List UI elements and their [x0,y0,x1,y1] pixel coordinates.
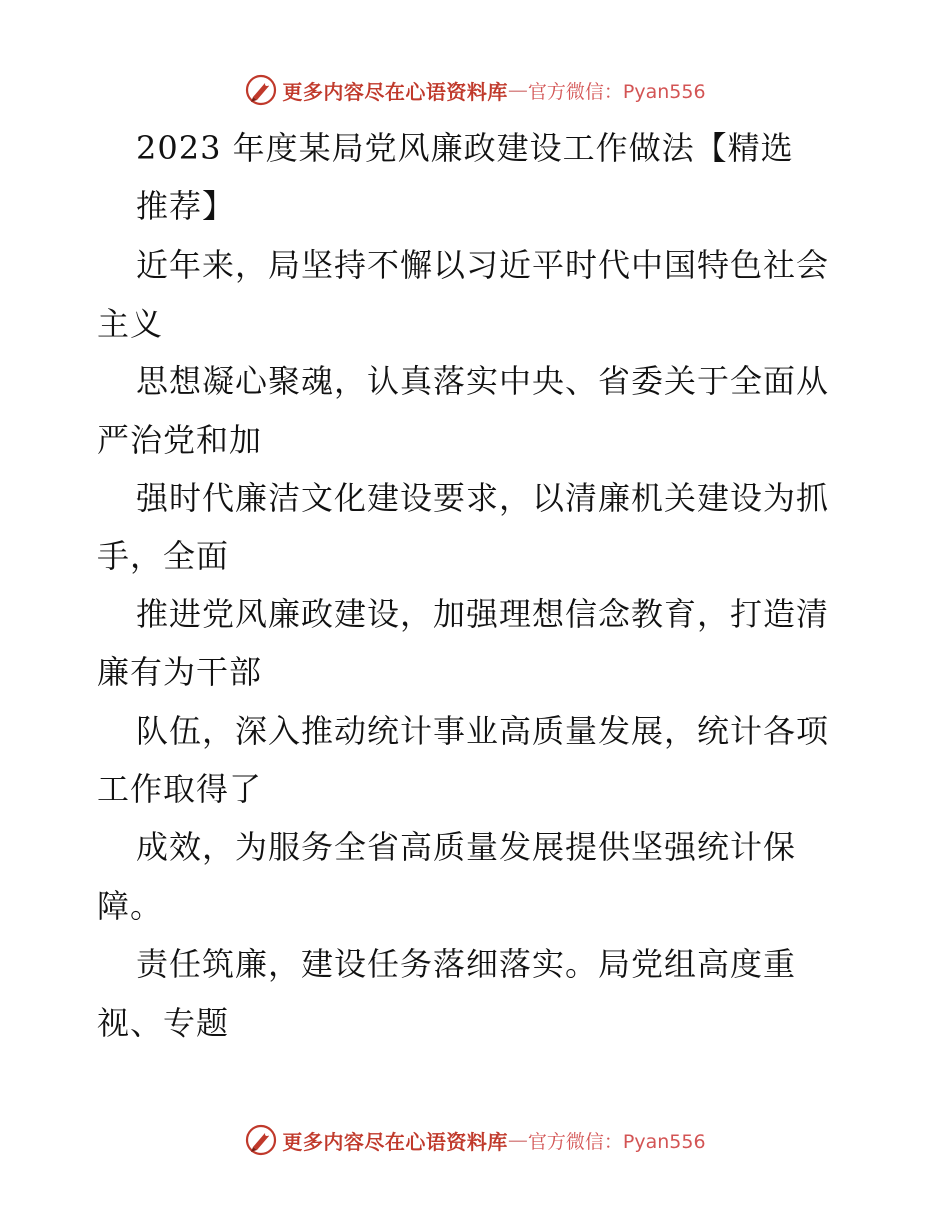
pen-seal-logo-icon [244,1123,278,1157]
paragraph-line: 成效，为服务全省高质量发展提供坚强统计保 [136,828,797,866]
paragraph-line: 近年来，局坚持不懈以习近平时代中国特色社会 [136,246,830,284]
document-title-line-1: 2023 年度某局党风廉政建设工作做法【精选 [136,129,794,167]
paragraph-line: 责任筑廉，建设任务落细落实。局党组高度重 [136,945,797,983]
header-wechat-text: 官方微信：Pyan556 [527,80,706,103]
paragraph-line: 主义 [97,305,164,343]
header-brand-text: 更多内容尽在心语资料库 [282,79,508,104]
paragraph-line: 强时代廉洁文化建设要求，以清廉机关建设为抓 [136,479,830,517]
paragraph-line: 推进党风廉政建设，加强理想信念教育，打造清 [136,595,830,633]
paragraph-line: 廉有为干部 [97,653,263,691]
header-separator: — [507,78,528,102]
paragraph-line: 思想凝心聚魂，认真落实中央、省委关于全面从 [136,362,830,400]
footer-separator: — [507,1128,528,1152]
footer-banner [0,1120,950,1160]
paragraph-line: 视、专题 [97,1004,230,1042]
paragraph-line: 工作取得了 [97,770,263,808]
paragraph-line: 手，全面 [97,537,230,575]
footer-wechat-text: 官方微信：Pyan556 [527,1130,706,1153]
document-title-line-2: 推荐】 [136,187,236,225]
paragraph-line: 障。 [97,887,164,925]
paragraph-line: 队伍，深入推动统计事业高质量发展，统计各项 [136,712,830,750]
footer-brand-text: 更多内容尽在心语资料库 [282,1129,508,1154]
paragraph-line: 严治党和加 [97,421,263,459]
